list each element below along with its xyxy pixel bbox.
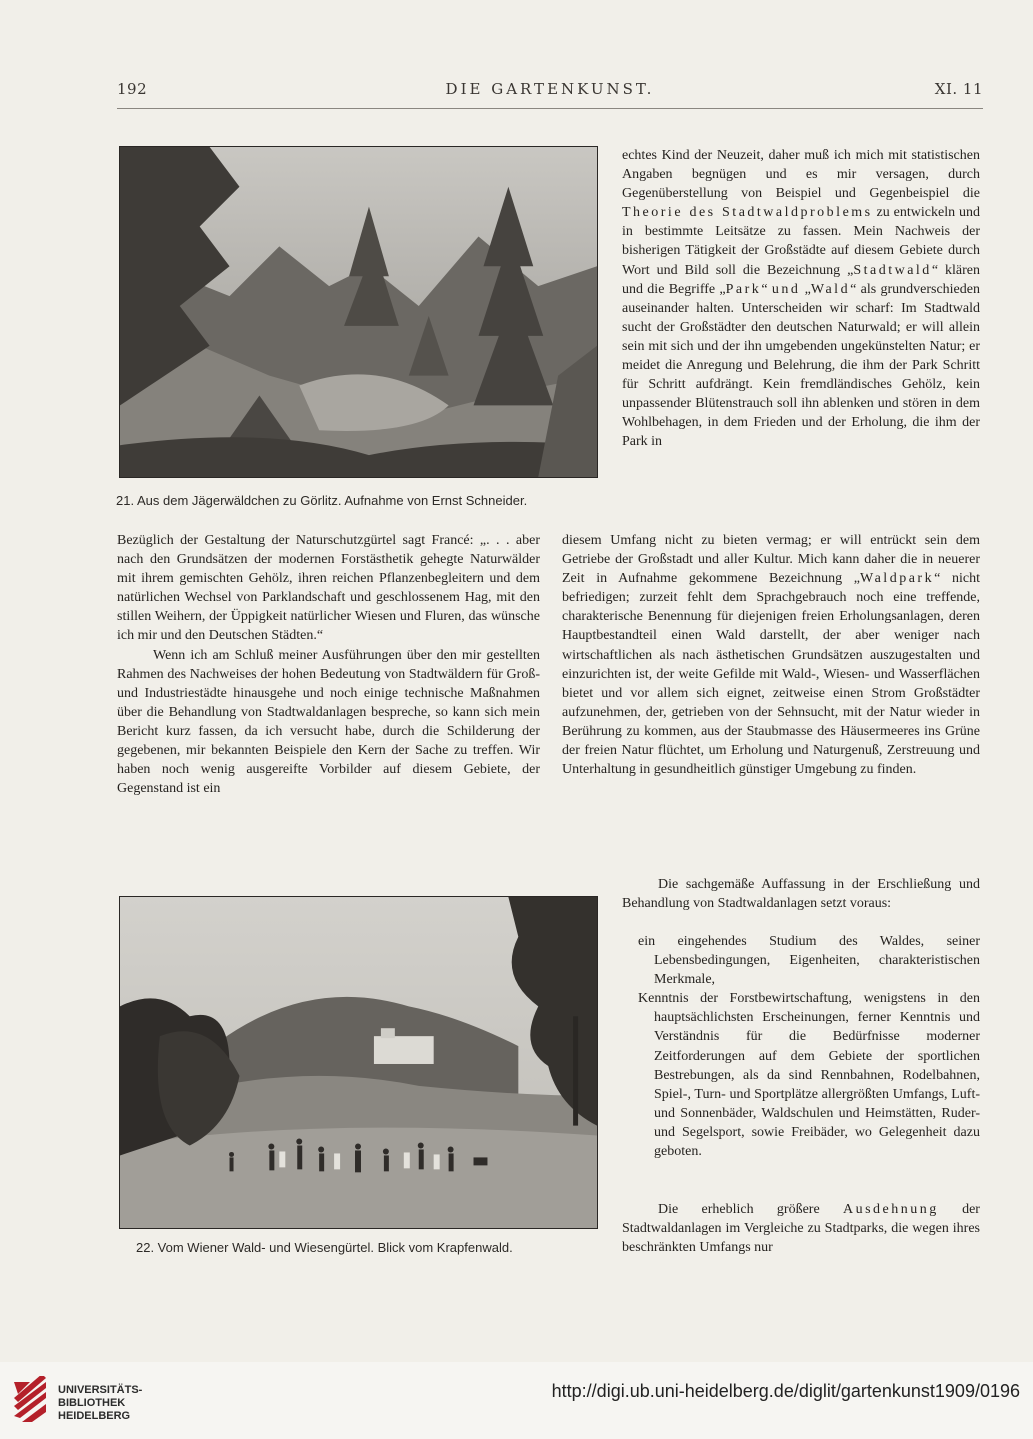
text-segment: diesem Umfang nicht zu bieten vermag; er will entrückt sein dem Getriebe der Großstadt und aller Kultur. Mich kann daher die in neuerer Zeit in Aufnahme gekommene Bezeichnung „ <box>562 533 980 587</box>
text-segment: „ <box>800 281 811 297</box>
header-rule <box>117 108 983 109</box>
spaced-term: Ausdehnung <box>843 1202 939 1217</box>
left-column <box>117 531 540 798</box>
figure-1-caption: 21. Aus dem Jägerwäldchen zu Görlitz. Aufnahme von Ernst Schneider. <box>116 493 528 508</box>
text-segment: echtes Kind der Neuzeit, daher muß ich mich mit statistischen Angaben begnügen und es mir versagen, durch Gegenüberstellung von Beispiel und Gegenbeispiel die <box>622 148 980 202</box>
right-column-top <box>622 146 980 452</box>
journal-title: DIE GARTENKUNST. <box>445 80 655 98</box>
library-line: HEIDELBERG <box>58 1410 131 1422</box>
list-item: ein eingehendes Studium des Waldes, seiner Lebensbedingungen, Eigenheiten, charakteristischen Merkmale, <box>638 934 980 988</box>
text-segment: “ klären und die Begriffe „ <box>622 262 980 297</box>
spaced-term: Wald <box>810 281 851 297</box>
paragraph: Die sachgemäße Auffassung in der Erschließung und Behandlung von Stadtwaldanlagen setzt voraus: <box>622 877 980 912</box>
text-segment: Die erheblich größere <box>658 1202 843 1217</box>
requirements-list <box>638 932 980 1161</box>
text-segment: “ <box>761 281 772 297</box>
library-line: BIBLIOTHEK <box>58 1397 126 1409</box>
right-column-bottom <box>622 875 980 913</box>
spaced-term: Stadtwald <box>853 262 932 278</box>
library-line: UNIVERSITÄTS- <box>58 1384 143 1396</box>
issue-number: XI. 11 <box>934 80 983 98</box>
text-segment: “ nicht befriedigen; zurzeit fehlt dem Sprachgebrauch noch eine treffende, charakterische Benennung für diejenigen freien Erholungsanlagen, deren Hauptbestandteil einen Wald darstellt, der aber weniger nach wirtschaftlichen als nach ästhetischen Grundsätzen auszugestalten und einzurichten ist, der weite Gefilde mit Wald-, Wiesen- und Wasserflächen bietet und vor allem sich eignet, zeitweise einen Strom Großstädter aufzunehmen, der, getrieben von der Sehnsucht, mit der Natur wieder in Berührung zu kommen, aus der Staubmasse des Häusermeeres ins Grüne der freien Natur flüchtet, um Erholung und Naturgenuß, Zerstreuung und Unterhaltung in gesundheitlich günstiger Umgebung zu finden. <box>562 571 980 778</box>
library-logo-icon <box>12 1376 48 1424</box>
paragraph: Wenn ich am Schluß meiner Ausführungen über den mir gestellten Rahmen des Nachweises der hohen Bedeutung von Stadtwäldern für Groß- und Industriestädte hinausgehe und noch einige technische Maßnahmen über die Behandlung von Stadtwaldanlagen bespreche, so kann sich mein Bericht kurz fassen, da ich versucht habe, durch die Schilderung der gegebenen, mir bekannten Beispiele den Kern der Sache zu treffen. Wir haben noch wenig ausgereifte Vorbilder auf diesem Gebiete, der Gegenstand ist ein <box>117 647 540 797</box>
text-segment: “ als grundverschieden auseinander halten. Unterscheiden wir scharf: Im Stadtwald sucht der Großstädter den deutschen Naturwald; er will allein sein mit sich und der ihn umgebenden ungekünstelten Natur; er meidet die Anregung und Belehrung, die ihm der Park Schritt für Schritt aufdrängt. Kein fremdländisches Gehölz, kein unpassender Blütenstrauch soll ihn ablenken und stören in dem Wohlbehagen, in dem Frieden und der Erholung, die ihm der Park in <box>622 281 980 450</box>
page-number: 192 <box>117 80 148 98</box>
right-column-middle <box>562 531 980 779</box>
spaced-term: und <box>771 281 801 297</box>
figure-2-caption: 22. Vom Wiener Wald- und Wiesengürtel. Blick vom Krapfenwald. <box>136 1240 513 1255</box>
right-column-closing <box>622 1200 980 1257</box>
spaced-term: Waldpark <box>860 571 935 587</box>
paragraph: Bezüglich der Gestaltung der Naturschutzgürtel sagt Francé: „. . . aber nach den Grundsätzen der modernen Forstästhetik gehegte Naturwälder mit ihrem gemischten Gehölz, ihren reichen Pflanzenbegleitern und dem natürlichen Wechsel von Parklandschaft und geschlossenem Hag, mit den stillen Weihern, der Üppigkeit natürlicher Wiesen und Fluren, das wünsche ich mir und den Deutschen Städten.“ <box>117 533 540 644</box>
list-item: Kenntnis der Forstbewirtschaftung, wenigstens in den hauptsächlichsten Erscheinungen, ferner Kenntnis und Verständnis für die Bedürfnisse moderner Zeitforderungen auf dem Gebiete der sportlichen Bestrebungen, als da sind Rennbahnen, Rodelbahnen, Spiel-, Turn- und Sportplätze allergrößten Umfangs, Luft- und Sonnenbäder, Waldschulen und Heimstätten, Ruder- und Segelsport, sowie Freibäder, wo Gelegenheit dazu geboten. <box>638 991 980 1160</box>
spaced-term: Theorie des Stadtwaldproblems <box>622 205 873 221</box>
library-name <box>58 1384 142 1423</box>
spaced-term: Park <box>725 281 762 297</box>
source-url[interactable]: http://digi.ub.uni-heidelberg.de/diglit/gartenkunst1909/0196 <box>551 1381 1020 1401</box>
meadow-photo <box>119 896 598 1229</box>
text-segment: der Stadtwaldanlagen im Vergleiche zu Stadtparks, die wegen ihres beschränkten Umfangs nur <box>622 1202 980 1256</box>
forest-photo <box>119 146 598 478</box>
text-segment: zu entwickeln und in bestimmte Leitsätze zu fassen. Mein Nachweis der bisherigen Tätigkeit der Großstädte auf diesem Gebiete durch Wort und Bild soll die Bezeichnung „ <box>622 205 980 278</box>
